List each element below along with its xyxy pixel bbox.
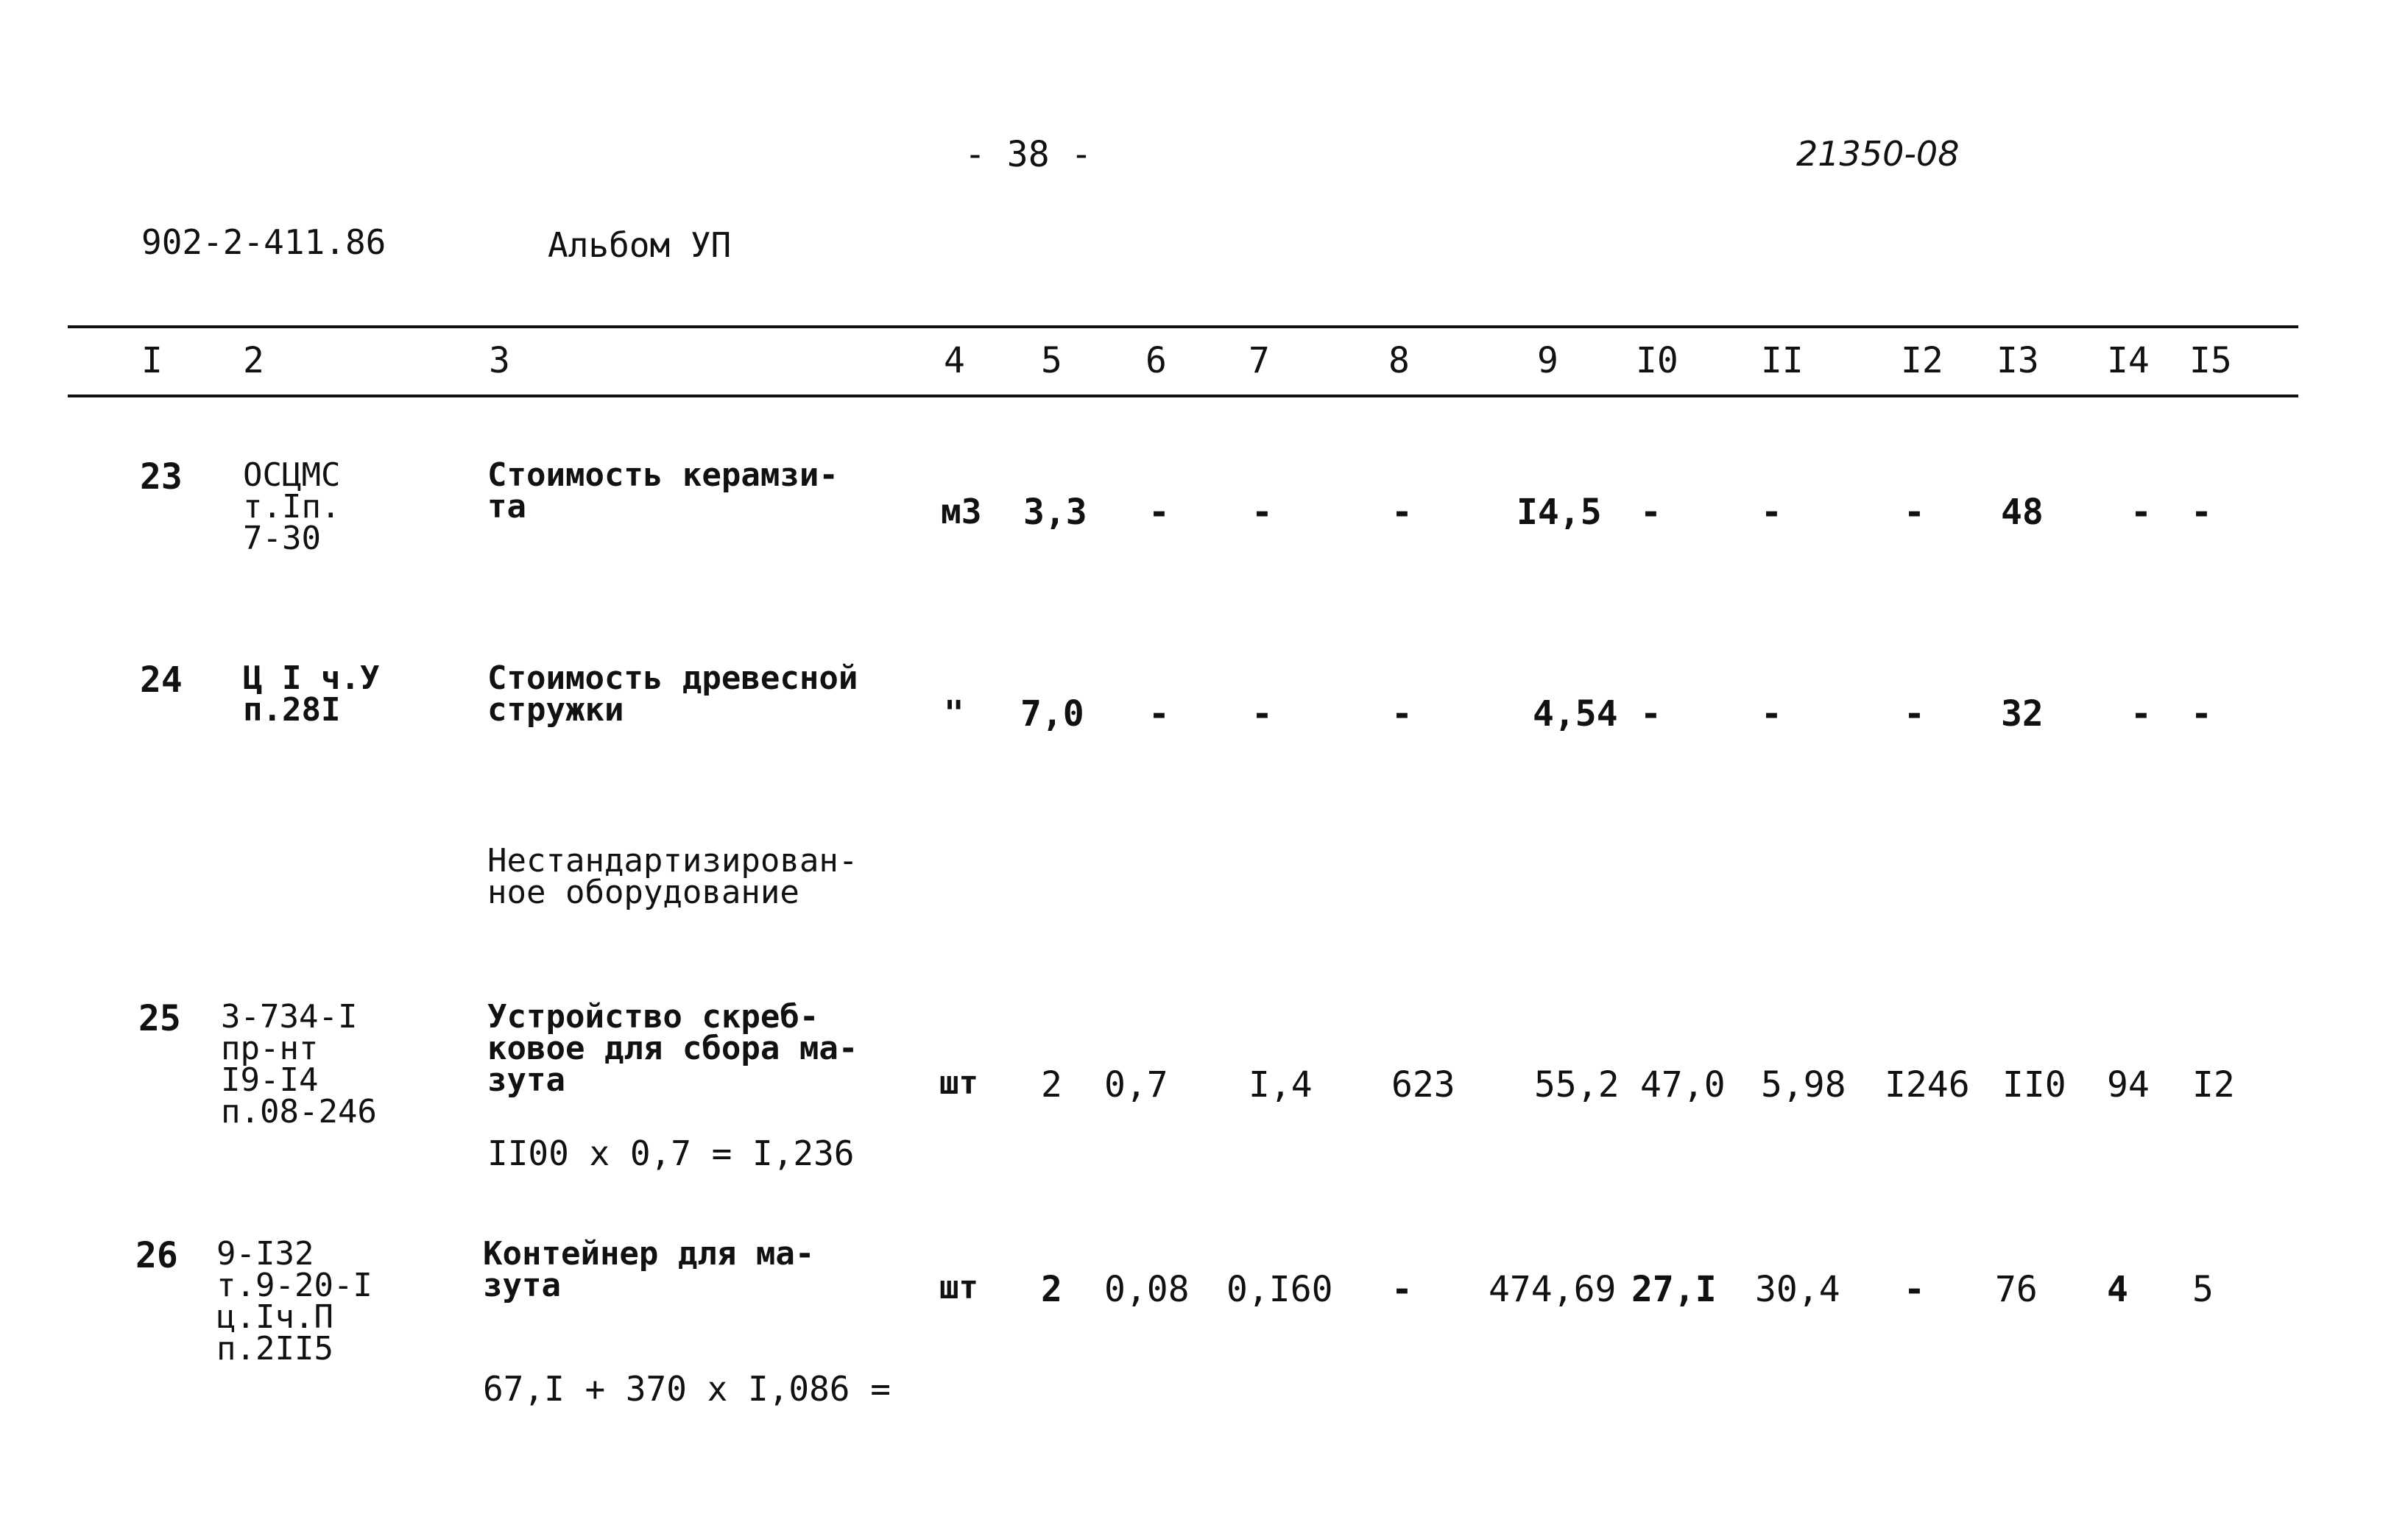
row-cell-9: 55,2 [1534, 1064, 1620, 1105]
column-header: 7 [1249, 340, 1270, 381]
row-unit: " [944, 693, 964, 733]
row-cell-13: 32 [2001, 693, 2044, 735]
column-header: I4 [2107, 340, 2150, 381]
row-cell-6: - [1148, 492, 1170, 533]
row-cell-5: 2 [1041, 1064, 1062, 1105]
row-unit: м3 [941, 492, 982, 531]
row-cell-14: - [2130, 492, 2152, 533]
column-header: 8 [1388, 340, 1410, 381]
row-description: Устройство скреб- ковое для сбора ма- зута [487, 998, 858, 1100]
column-header: 3 [489, 340, 510, 381]
row-cell-7: - [1251, 492, 1273, 533]
row-cell-12: I246 [1885, 1064, 1970, 1105]
row-formula: 67,I + 370 x I,086 = [483, 1369, 891, 1409]
row-cell-12: - [1904, 1269, 1925, 1310]
row-code: Ц I ч.У п.28I [243, 659, 380, 729]
row-unit: шт [939, 1064, 978, 1102]
album-title: Альбом УП [548, 225, 732, 265]
row-cell-11: 30,4 [1755, 1269, 1840, 1310]
row-cell-14: 4 [2107, 1269, 2128, 1310]
row-cell-12: - [1904, 492, 1925, 533]
row-unit: шт [939, 1269, 978, 1306]
row-description: Контейнер для ма- зута [483, 1235, 815, 1305]
row-cell-10: 47,0 [1640, 1064, 1726, 1105]
row-description: Стоимость древесной стружки [487, 659, 858, 729]
row-number: 26 [135, 1235, 178, 1276]
row-cell-10: - [1640, 492, 1662, 533]
row-cell-7: 0,I60 [1226, 1269, 1333, 1310]
column-header: I2 [1901, 340, 1943, 381]
row-formula: II00 x 0,7 = I,236 [487, 1133, 855, 1173]
row-cell-13: II0 [2002, 1064, 2066, 1105]
row-cell-15: 5 [2192, 1269, 2214, 1310]
row-cell-8: - [1391, 1269, 1413, 1310]
row-number: 25 [138, 998, 181, 1039]
row-cell-5: 2 [1041, 1269, 1062, 1310]
row-cell-6: 0,7 [1104, 1064, 1168, 1105]
row-cell-8: 623 [1391, 1064, 1455, 1105]
column-header: I [141, 340, 163, 381]
row-cell-7: - [1251, 693, 1273, 735]
project-code: 902-2-411.86 [141, 222, 386, 262]
page-number: - 38 - [964, 134, 1092, 175]
row-number: 24 [140, 659, 183, 701]
row-cell-9: 4,54 [1533, 693, 1618, 735]
row-code: 9-I32 т.9-20-I ц.Iч.П п.2II5 [216, 1235, 373, 1368]
row-description: Стоимость керамзи- та [487, 456, 838, 526]
row-cell-10: - [1640, 693, 1662, 735]
column-header: II [1761, 340, 1804, 381]
row-cell-14: - [2130, 693, 2152, 735]
row-cell-12: - [1904, 693, 1925, 735]
column-header: I0 [1636, 340, 1678, 381]
section-heading: Нестандартизирован- ное оборудование [487, 842, 858, 912]
row-cell-6: - [1148, 693, 1170, 735]
table-top-rule [68, 325, 2298, 328]
row-cell-10: 27,I [1631, 1269, 1717, 1310]
row-cell-15: - [2191, 492, 2212, 533]
row-cell-5: 7,0 [1020, 693, 1084, 735]
row-code: ОСЦМС т.Iп. 7-30 [243, 456, 341, 558]
column-header: 4 [944, 340, 965, 381]
row-number: 23 [140, 456, 183, 498]
column-header: 2 [243, 340, 264, 381]
row-cell-13: 48 [2001, 492, 2044, 533]
row-cell-9: 474,69 [1489, 1269, 1617, 1310]
row-cell-15: I2 [2192, 1064, 2235, 1105]
row-cell-14: 94 [2107, 1064, 2150, 1105]
column-header: 9 [1537, 340, 1558, 381]
row-cell-6: 0,08 [1104, 1269, 1190, 1310]
row-cell-8: - [1391, 492, 1413, 533]
row-cell-11: 5,98 [1761, 1064, 1846, 1105]
column-header: I3 [1996, 340, 2039, 381]
row-cell-13: 76 [1995, 1269, 2038, 1310]
column-header: I5 [2189, 340, 2232, 381]
row-cell-9: I4,5 [1517, 492, 1602, 533]
row-cell-5: 3,3 [1023, 492, 1087, 533]
row-cell-7: I,4 [1249, 1064, 1313, 1105]
row-code: 3-734-I пр-нт I9-I4 п.08-246 [221, 998, 377, 1131]
row-cell-11: - [1761, 492, 1782, 533]
column-header: 6 [1145, 340, 1167, 381]
table-header-rule [68, 395, 2298, 397]
row-cell-8: - [1391, 693, 1413, 735]
row-cell-15: - [2191, 693, 2212, 735]
document-number: 21350-08 [1796, 134, 1960, 174]
column-header: 5 [1041, 340, 1062, 381]
row-cell-11: - [1761, 693, 1782, 735]
